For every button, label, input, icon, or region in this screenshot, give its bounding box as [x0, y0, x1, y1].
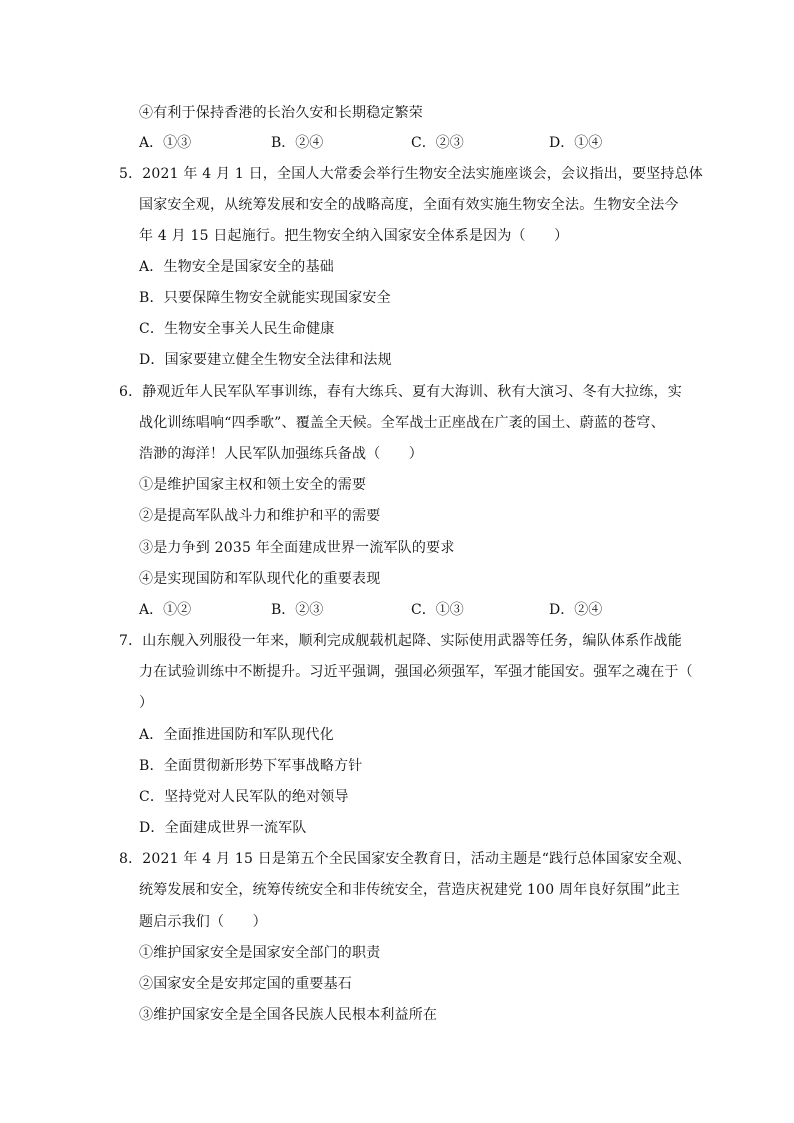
q6-item-4: ④是实现国防和军队现代化的重要表现: [139, 571, 381, 587]
q7-option-a[interactable]: A．全面推进国防和军队现代化: [139, 727, 334, 743]
q6-item-1: ①是维护国家主权和领土安全的需要: [139, 477, 367, 493]
q5-stem-line-1: 5．2021 年 4 月 1 日，全国人大常委会举行生物安全法实施座谈会，会议指出，要坚持总体: [119, 166, 703, 182]
q6-item-2: ②是提高军队战斗力和维护和平的需要: [139, 508, 381, 524]
q5-option-d[interactable]: D．国家要建立健全生物安全法律和法规: [139, 352, 392, 368]
q7-option-b[interactable]: B．全面贯彻新形势下军事战略方针: [139, 758, 363, 774]
q7-stem-line-1: 7．山东舰入列服役一年来，顺利完成舰载机起降、实际使用武器等任务，编队体系作战能: [119, 633, 682, 649]
q4-option-b[interactable]: B．②④: [271, 135, 324, 151]
q7-option-d[interactable]: D．全面建成世界一流军队: [139, 820, 307, 836]
q6-option-b[interactable]: B．②③: [271, 602, 324, 618]
q8-stem-line-2: 统筹发展和安全，统筹传统安全和非传统安全，营造庆祝建党 100 周年良好氛围”此主: [139, 882, 680, 898]
q4-item-4: ④有利于保持香港的长治久安和长期稳定繁荣: [139, 105, 423, 121]
q6-item-3: ③是力争到 2035 年全面建成世界一流军队的要求: [139, 540, 455, 556]
q8-stem-line-3: 题启示我们（ ）: [139, 914, 267, 930]
q7-stem-line-3: ）: [139, 695, 154, 711]
q4-options: [139, 133, 739, 153]
q7-option-c[interactable]: C．坚持党对人民军队的绝对领导: [139, 789, 349, 805]
q7-stem-line-2: 力在试验训练中不断提升。习近平强调，强国必须强军，军强才能国安。强军之魂在于（: [139, 664, 693, 680]
q5-option-a[interactable]: A．生物安全是国家安全的基础: [139, 259, 334, 275]
q8-stem-line-1: 8．2021 年 4 月 15 日是第五个全民国家安全教育日，活动主题是“践行总体国家安全观、: [119, 851, 692, 867]
q6-stem-line-2: 战化训练唱响“四季歌”、覆盖全天候。全军战士正座战在广袤的国土、蔚蓝的苍穹、: [139, 415, 665, 431]
q5-option-c[interactable]: C．生物安全事关人民生命健康: [139, 321, 335, 337]
q6-option-c[interactable]: C．①③: [411, 602, 464, 618]
q6-options: [139, 600, 739, 620]
q8-item-2: ②国家安全是安邦定国的重要基石: [139, 976, 352, 992]
q4-option-d[interactable]: D．①④: [549, 135, 603, 151]
q6-option-a[interactable]: A．①②: [139, 602, 192, 618]
q4-option-a[interactable]: A．①③: [139, 135, 192, 151]
q5-stem-line-3: 年 4 月 15 日起施行。把生物安全纳入国家安全体系是因为（ ）: [139, 228, 569, 244]
q5-option-b[interactable]: B．只要保障生物安全就能实现国家安全: [139, 290, 391, 306]
q8-item-1: ①维护国家安全是国家安全部门的职责: [139, 945, 381, 961]
q5-stem-line-2: 国家安全观，从统筹发展和安全的战略高度，全面有效实施生物安全法。生物安全法今: [139, 197, 679, 213]
q4-option-c[interactable]: C．②③: [411, 135, 464, 151]
q6-stem-line-3: 浩渺的海洋！人民军队加强练兵备战（ ）: [139, 446, 423, 462]
q8-item-3: ③维护国家安全是全国各民族人民根本利益所在: [139, 1007, 438, 1023]
q6-stem-line-1: 6．静观近年人民军队军事训练，春有大练兵、夏有大海训、秋有大演习、冬有大拉练，实: [119, 384, 682, 400]
q6-option-d[interactable]: D．②④: [549, 602, 603, 618]
